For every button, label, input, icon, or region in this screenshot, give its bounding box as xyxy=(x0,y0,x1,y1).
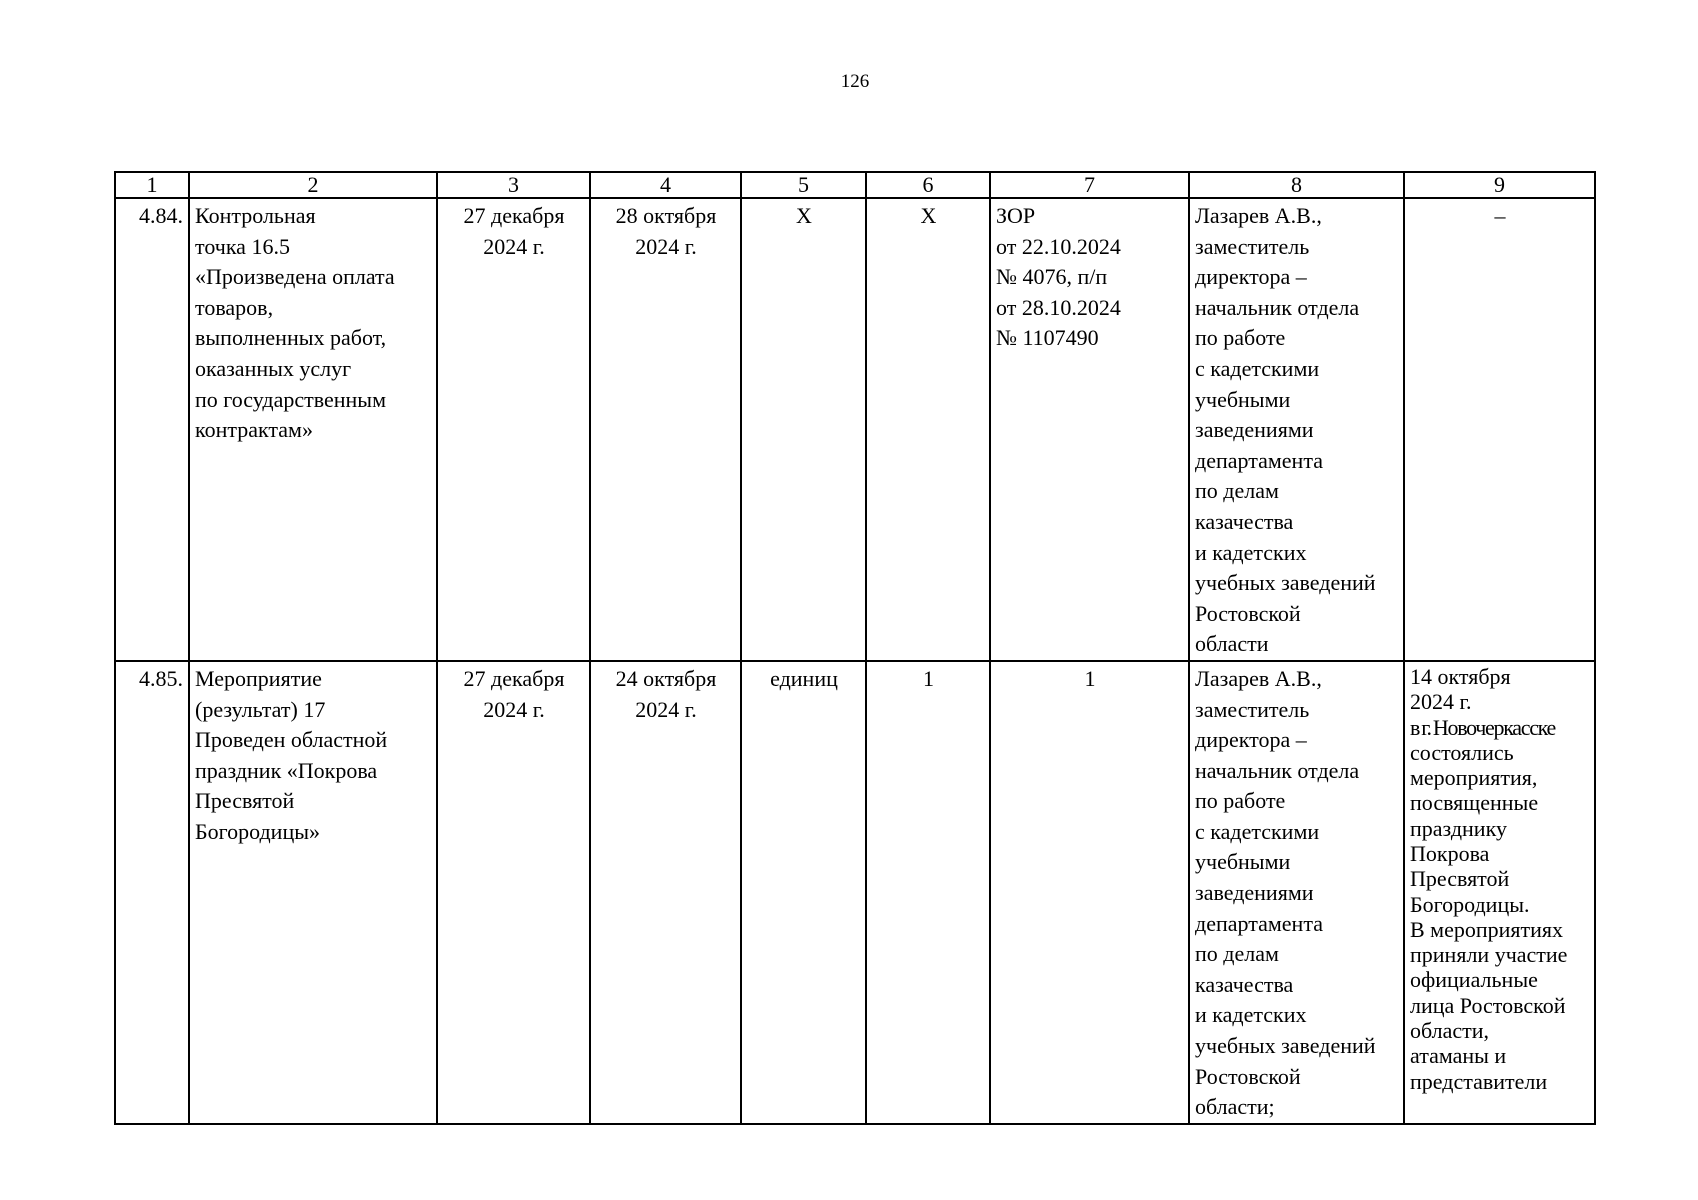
note-cell xyxy=(1404,661,1595,1124)
note-date: 14 октября 2024 г. xyxy=(1410,663,1511,715)
column-header: 4 xyxy=(590,172,741,198)
page-number: 126 xyxy=(840,71,870,92)
table-header-row xyxy=(115,172,1595,198)
plan-date-cell xyxy=(437,198,590,661)
fact-value-cell xyxy=(990,661,1189,1124)
item-name-cell xyxy=(189,198,437,661)
note: – xyxy=(1494,203,1506,228)
fact-value-cell xyxy=(990,198,1189,661)
plan-date: 27 декабря 2024 г. xyxy=(463,665,565,722)
row-number-cell xyxy=(115,661,189,1124)
column-header: 7 xyxy=(990,172,1189,198)
unit-cell xyxy=(741,198,866,661)
fact-value: ЗОР от 22.10.2024 № 4076, п/п от 28.10.2024 № 1107490 xyxy=(996,203,1121,351)
note-cell xyxy=(1404,198,1595,661)
fact-date: 24 октября 2024 г. xyxy=(615,665,717,722)
column-header: 2 xyxy=(189,172,437,198)
item-name-cell xyxy=(189,661,437,1124)
report-table xyxy=(114,171,1596,1125)
column-header: 9 xyxy=(1404,172,1595,198)
unit-cell xyxy=(741,661,866,1124)
note-location: в г. Новочеркасске xyxy=(1410,714,1555,740)
column-header: 3 xyxy=(437,172,590,198)
column-header: 5 xyxy=(741,172,866,198)
fact-date-cell xyxy=(590,198,741,661)
plan-value-cell xyxy=(866,661,990,1124)
row-number: 4.85. xyxy=(139,665,183,691)
unit: Х xyxy=(796,203,812,228)
column-header: 8 xyxy=(1189,172,1404,198)
responsible-cell xyxy=(1189,198,1404,661)
unit: единиц xyxy=(770,665,838,691)
plan-date-cell xyxy=(437,661,590,1124)
responsible: Лазарев А.В., заместитель директора – начальник отдела по работе с кадетскими учебными заведениями департамента по делам казачества и кадетских учебных заведений Ростовской области xyxy=(1195,203,1376,657)
column-header: 6 xyxy=(866,172,990,198)
column-header: 1 xyxy=(115,172,189,198)
plan-value-cell xyxy=(866,198,990,661)
plan-date: 27 декабря 2024 г. xyxy=(463,203,565,259)
row-number-cell xyxy=(115,198,189,661)
table-row xyxy=(115,198,1595,661)
responsible: Лазарев А.В., заместитель директора – начальник отдела по работе с кадетскими учебными заведениями департамента по делам казачества и кадетских учебных заведений Ростовской области; xyxy=(1195,665,1376,1120)
responsible-cell xyxy=(1189,661,1404,1124)
note-text: состоялись мероприятия, посвященные празднику Покрова Пресвятой Богородицы. В мероприятиях приняли участие официальные лица Ростовской области, атаманы и представители xyxy=(1410,739,1568,1094)
row-number: 4.84. xyxy=(139,203,183,228)
item-name: Контрольная точка 16.5 «Произведена оплата товаров, выполненных работ, оказанных услуг по государственным контрактам» xyxy=(195,203,395,443)
note xyxy=(1405,662,1594,1094)
plan-value: Х xyxy=(920,203,937,228)
table-row xyxy=(115,661,1595,1124)
fact-date-cell xyxy=(590,661,741,1124)
fact-value: 1 xyxy=(1084,665,1096,691)
fact-date: 28 октября 2024 г. xyxy=(615,203,717,259)
plan-value: 1 xyxy=(923,665,934,691)
item-name: Мероприятие (результат) 17 Проведен областной праздник «Покрова Пресвятой Богородицы» xyxy=(195,665,388,844)
